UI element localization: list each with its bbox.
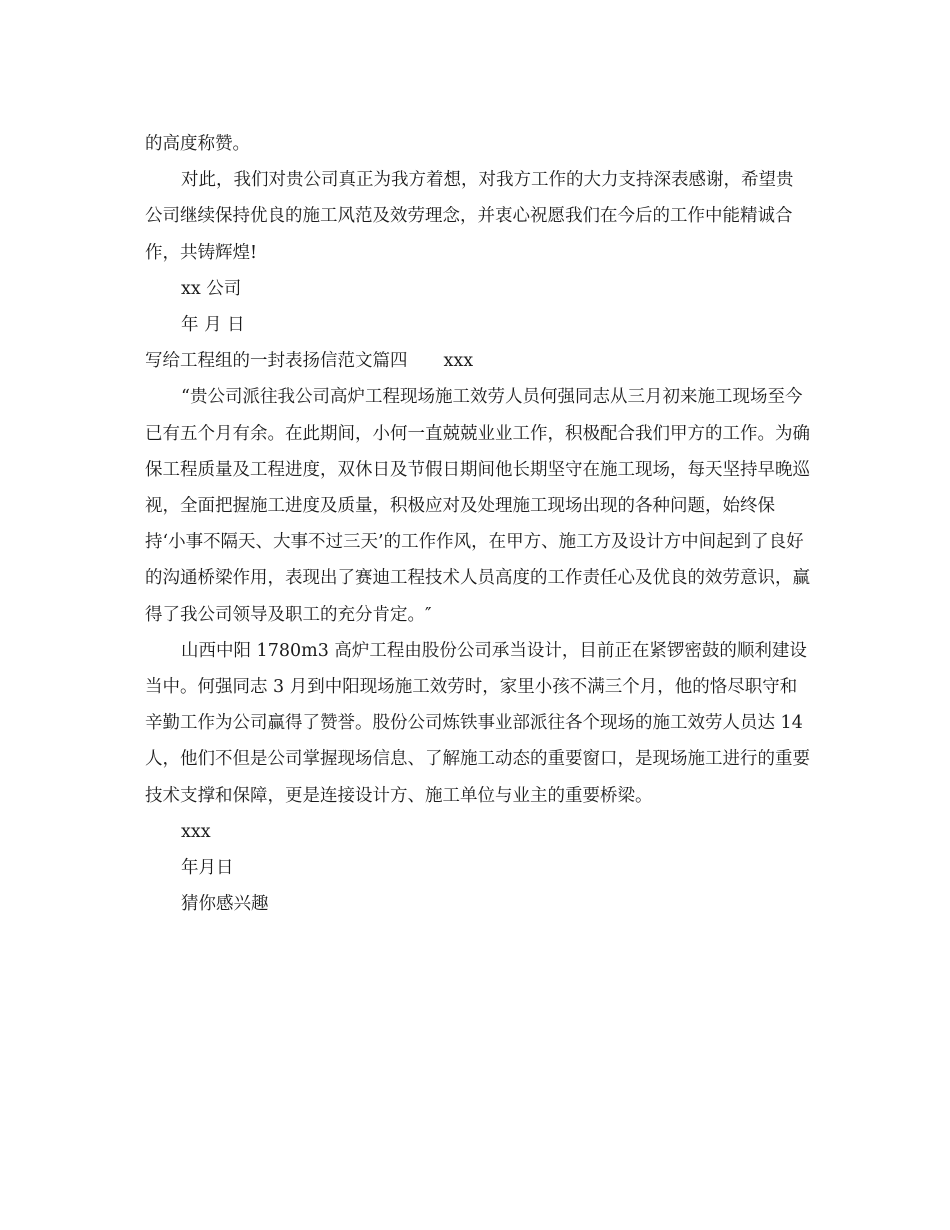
closing-signature: xxx [181,821,211,842]
paragraph-thanks: 对此，我们对贵公司真正为我方着想，对我方工作的大力支持深表感谢，希望贵公司继续保持优良的施工风范及效劳理念，并衷心祝愿我们在今后的工作中能精诚合作，共铸辉煌! [145,170,794,263]
section-title: 写给工程组的一封表扬信范文篇四 [145,351,408,372]
paragraph-project: 山西中阳 1780m3 高炉工程由股份公司承当设计，目前正在紧锣密鼓的顺利建设当中。何强同志 3 月到中阳现场施工效劳时，家里小孩不满三个月，他的恪尽职守和辛勤工作为公司赢得了赞誉。股份公司炼铁事业部派往各个现场的施工效劳人员达 14 人，他们不但是公司掌握现场信息、了解施工动态的重要窗口，是现场施工进行的重要技术支撑和保障，更是连接设计方、施工单位与业主的重要桥梁。 [145,640,810,806]
company-signature: xx 公司 [181,278,242,299]
closing-date: 年月日 [181,858,234,879]
paragraph-quote: “贵公司派往我公司高炉工程现场施工效劳人员何强同志从三月初来施工现场至今已有五个月有余。在此期间，小何一直兢兢业业工作，积极配合我们甲方的工作。为确保工程质量及工程进度，双休日及节假日期间他长期坚守在施工现场，每天坚持早晚巡视，全面把握施工进度及质量，积极应对及处理施工现场出现的各种问题，始终保持‘小事不隔天、大事不过三天’的工作作风，在甲方、施工方及设计方中间起到了良好的沟通桥梁作用，表现出了赛迪工程技术人员高度的工作责任心及优良的效劳意识，赢得了我公司领导及职工的充分肯定。″ [145,387,810,625]
paragraph-praise-end: 的高度称赞。 [145,134,250,154]
date-line: 年 月 日 [181,315,245,336]
section-author: xxx [443,351,474,372]
related-link[interactable]: 猜你感兴趣 [181,894,269,915]
section-heading [145,343,810,379]
document-body [145,126,810,922]
